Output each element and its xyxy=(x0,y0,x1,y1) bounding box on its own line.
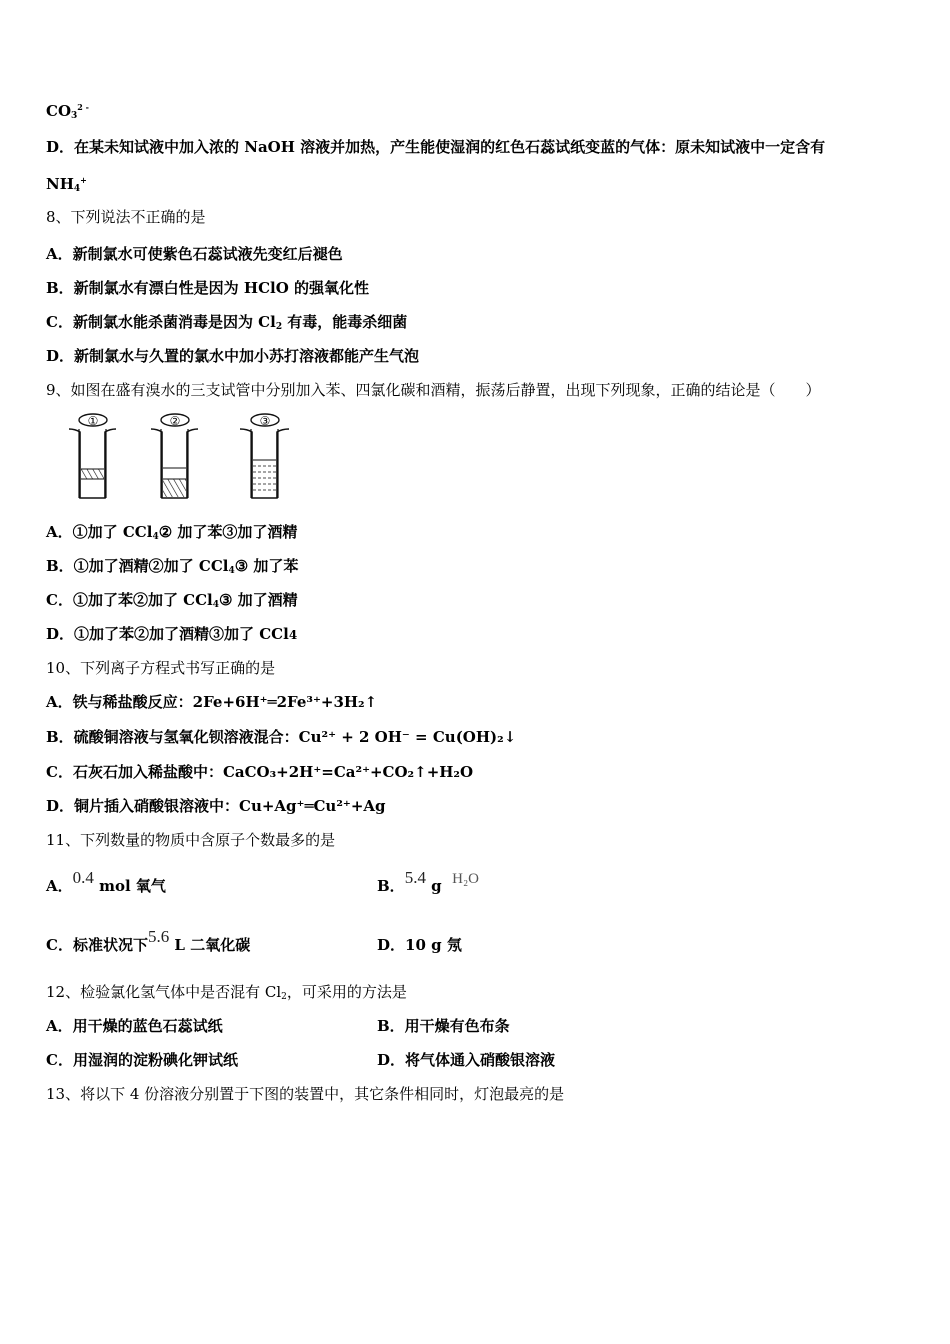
test-tube-3 xyxy=(240,414,289,498)
q9-option-d: D．①加了苯②加了酒精③加了 CCl4 xyxy=(46,625,298,643)
q9-option-b: B．①加了酒精②加了 CCl$_4$③ 加了苯 xyxy=(46,557,299,576)
q10-option-c: C．石灰石加入稀盐酸中：CaCO₃+2H⁺=Ca²⁺+CO₂↑+H₂O xyxy=(46,763,474,781)
q11-b-quantity: 5.4 xyxy=(404,868,426,887)
q11-stem: 11、下列数量的物质中含原子个数最多的是 xyxy=(46,831,336,849)
q7-option-d: D．在某未知试液中加入浓的 NaOH 溶液并加热，产生能使湿润的红色石蕊试纸变蓝的气体：原未知试液中一定含有 xyxy=(46,138,826,156)
tube-label-3: ③ xyxy=(259,414,271,428)
q11-b-formula: H₂O xyxy=(452,871,480,887)
q11-c-quantity: 5.6 xyxy=(147,927,170,946)
q12-option-a: A．用干燥的蓝色石蕊试纸 xyxy=(46,1017,223,1035)
q9-option-c: C．①加了苯②加了 CCl$_4$③ 加了酒精 xyxy=(46,591,298,610)
q11-a-quantity: 0.4 xyxy=(72,868,94,887)
q10-option-b: B．硫酸铜溶液与氢氧化钡溶液混合：Cu²⁺ + 2 OH⁻ = Cu(OH)₂↓ xyxy=(46,728,517,746)
q10-option-d: D．铜片插入硝酸银溶液中：Cu+Ag⁺═Cu²⁺+Ag xyxy=(46,797,386,815)
q11-option-c: C．标准状况下5.6 L 二氧化碳 xyxy=(46,927,251,954)
tube-label-2: ② xyxy=(169,414,181,428)
test-tube-1 xyxy=(69,414,116,498)
q8-option-c: C．新制氯水能杀菌消毒是因为 $Cl_2$ 有毒，能毒杀细菌 xyxy=(46,313,408,332)
q12-option-b: B．用干燥有色布条 xyxy=(377,1017,510,1035)
q9-option-a: A．①加了 CCl$_4$② 加了苯③加了酒精 xyxy=(46,523,298,542)
q8-option-d: D．新制氯水与久置的氯水中加小苏打溶液都能产生气泡 xyxy=(46,347,420,365)
q12-option-d: D．将气体通入硝酸银溶液 xyxy=(377,1051,556,1069)
tube-label-1: ① xyxy=(87,414,99,428)
q12-stem: 12、检验氯化氢气体中是否混有 $Cl_2$，可采用的方法是 xyxy=(46,983,407,1002)
q12-option-c: C．用湿润的淀粉碘化钾试纸 xyxy=(46,1051,238,1069)
q8-option-a: A．新制氯水可使紫色石蕊试液先变红后褪色 xyxy=(46,245,343,263)
q8-stem: 8、下列说法不正确的是 xyxy=(46,208,206,226)
q10-stem: 10、下列离子方程式书写正确的是 xyxy=(46,659,276,677)
q11-option-d: D．10 g 氖 xyxy=(377,936,462,954)
q7-option-c-continuation: $CO_3^{2 -}$ xyxy=(46,102,89,121)
q11-option-b: B．5.4 g H₂O xyxy=(377,868,480,895)
test-tubes-figure xyxy=(64,410,312,506)
q9-stem: 9、如图在盛有溴水的三支试管中分别加入苯、四氯化碳和酒精，振荡后静置，出现下列现象，正确的结论是（ ） xyxy=(46,381,821,399)
q13-stem: 13、将以下 4 份溶液分别置于下图的装置中，其它条件相同时，灯泡最亮的是 xyxy=(46,1085,565,1103)
test-tube-2 xyxy=(151,414,198,498)
q11-option-a: A．0.4 mol 氧气 xyxy=(46,868,166,895)
q10-option-a: A．铁与稀盐酸反应：2Fe+6H⁺═2Fe³⁺+3H₂↑ xyxy=(46,693,378,711)
q8-option-b: B．新制氯水有漂白性是因为 HClO 的强氧化性 xyxy=(46,279,369,297)
q7-option-d-continuation: $NH_4^+$ xyxy=(46,175,87,194)
